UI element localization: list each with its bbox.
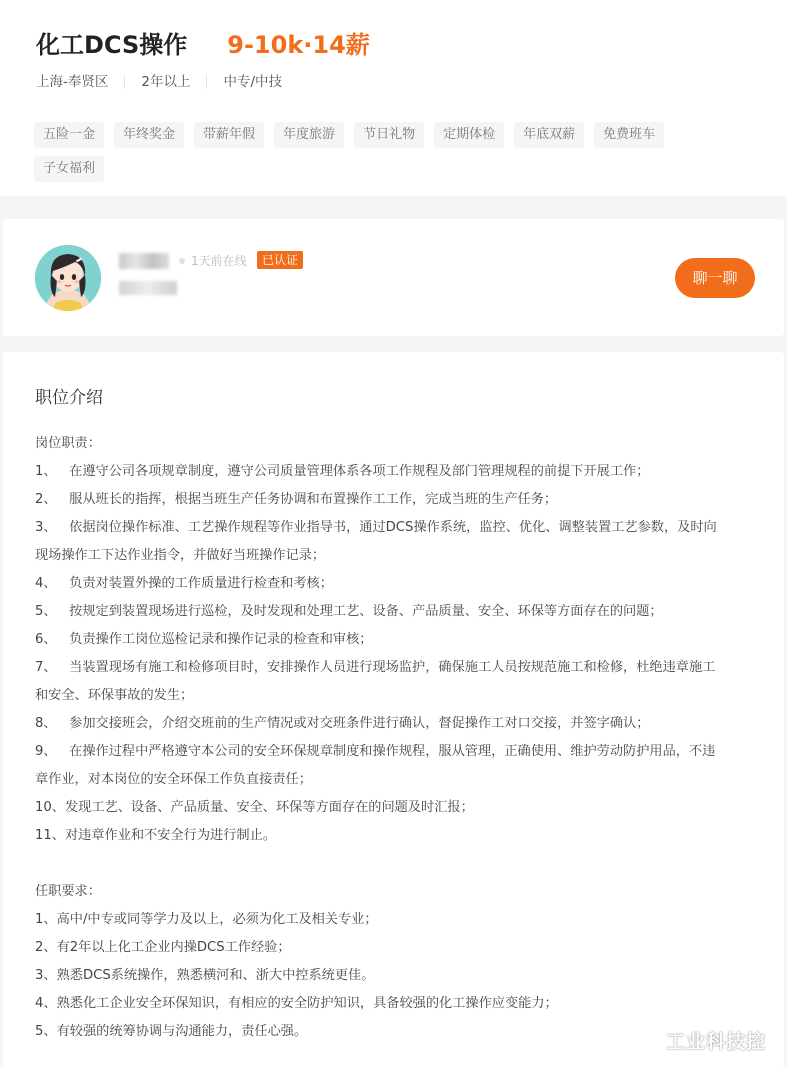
benefit-tag: 年度旅游 — [274, 122, 344, 148]
section-title: 职位介绍 — [35, 388, 103, 408]
watermark: 工业科技控 — [666, 1031, 767, 1053]
benefit-tag: 子女福利 — [34, 156, 104, 182]
description-body — [35, 430, 755, 1046]
recruiter-company-blurred — [119, 281, 177, 295]
requirements-heading: 任职要求： — [35, 884, 101, 899]
title-row — [36, 26, 370, 58]
benefit-tag: 免费班车 — [594, 122, 664, 148]
duty-line: 和安全、环保事故的发生； — [35, 688, 194, 703]
requirement-line: 5、有较强的统筹协调与沟通能力，责任心强。 — [35, 1024, 308, 1039]
duty-line: 9、 在操作过程中严格遵守本公司的安全环保规章制度和操作规程，服从管理，正确使用、维护劳动防护用品，不违 — [35, 744, 716, 759]
benefit-tag: 年终奖金 — [114, 122, 184, 148]
education: 中专/中技 — [206, 75, 298, 89]
recruiter-name-blurred — [119, 253, 169, 269]
benefit-tag: 年底双薪 — [514, 122, 584, 148]
online-status-dot — [179, 258, 185, 264]
verified-badge: 已认证 — [257, 251, 303, 269]
chat-button[interactable]: 聊一聊 — [675, 258, 755, 298]
benefit-tag: 节日礼物 — [354, 122, 424, 148]
online-status: 1天前在线 — [191, 254, 247, 268]
job-description — [3, 352, 784, 1067]
duty-line: 1、 在遵守公司各项规章制度，遵守公司质量管理体系各项工作规程及部门管理规程的前提下开展工作； — [35, 464, 650, 479]
requirement-line: 4、熟悉化工企业安全环保知识，有相应的安全防护知识，具备较强的化工操作应变能力； — [35, 996, 558, 1011]
benefit-tag: 带薪年假 — [194, 122, 264, 148]
duty-line: 3、 依据岗位操作标准、工艺操作规程等作业指导书，通过DCS操作系统，监控、优化、调整装置工艺参数，及时向 — [35, 520, 717, 535]
duties-heading: 岗位职责： — [35, 436, 101, 451]
avatar-illustration — [35, 245, 101, 311]
duty-line: 章作业，对本岗位的安全环保工作负直接责任； — [35, 772, 312, 787]
duty-line: 10、发现工艺、设备、产品质量、安全、环保等方面存在的问题及时汇报； — [35, 800, 474, 815]
requirement-line: 2、有2年以上化工企业内操DCS工作经验； — [35, 940, 291, 955]
section-gap — [35, 850, 755, 878]
duty-line: 2、 服从班长的指挥，根据当班生产任务协调和布置操作工工作，完成当班的生产任务； — [35, 492, 558, 507]
requirement-line: 3、熟悉DCS系统操作，熟悉横河和、浙大中控系统更佳。 — [35, 968, 375, 983]
duty-line: 7、 当装置现场有施工和检修项目时，安排操作人员进行现场监护，确保施工人员按规范施工和检修，杜绝违章施工 — [35, 660, 716, 675]
salary: 9-10k·14薪 — [227, 30, 370, 59]
recruiter-card — [3, 219, 784, 336]
location: 上海-奉贤区 — [36, 74, 109, 90]
duty-line: 现场操作工下达作业指令，并做好当班操作记录； — [35, 548, 326, 563]
duty-line: 4、 负责对装置外操的工作质量进行检查和考核； — [35, 576, 333, 591]
duty-line: 11、对违章作业和不安全行为进行制止。 — [35, 828, 276, 843]
benefit-tag: 定期体检 — [434, 122, 504, 148]
duty-line: 5、 按规定到装置现场进行巡检，及时发现和处理工艺、设备、产品质量、安全、环保等方面存在的问题； — [35, 604, 663, 619]
job-title: 化工DCS操作 — [36, 30, 188, 59]
benefit-tags — [34, 122, 754, 190]
benefit-tag: 五险一金 — [34, 122, 104, 148]
job-meta — [36, 72, 298, 92]
avatar[interactable] — [35, 245, 101, 311]
job-header — [0, 0, 787, 196]
duty-line: 6、 负责操作工岗位巡检记录和操作记录的检查和审核； — [35, 632, 373, 647]
requirement-line: 1、高中/中专或同等学力及以上，必须为化工及相关专业； — [35, 912, 378, 927]
duty-line: 8、 参加交接班会，介绍交班前的生产情况或对交班条件进行确认，督促操作工对口交接，并签字确认； — [35, 716, 650, 731]
experience: 2年以上 — [124, 75, 206, 89]
